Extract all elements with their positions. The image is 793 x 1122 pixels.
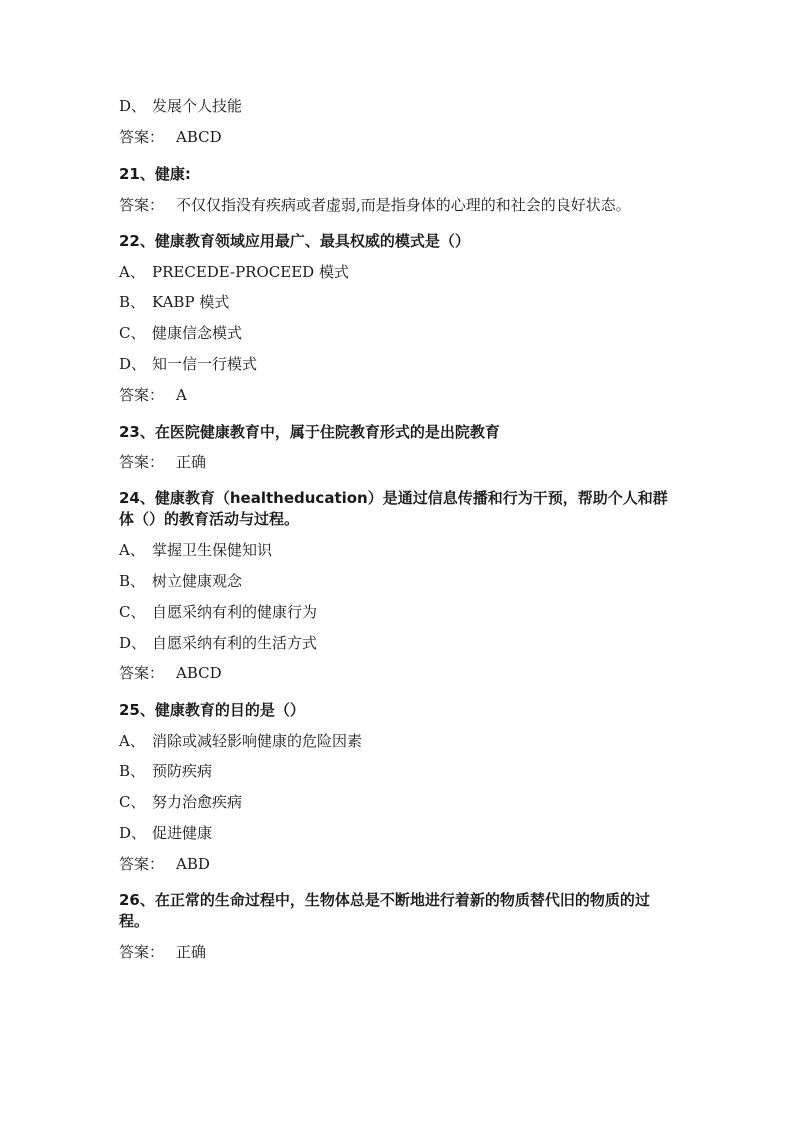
option-line	[119, 761, 212, 781]
option-line	[119, 262, 349, 282]
option-line	[119, 292, 229, 312]
option-line	[119, 323, 242, 343]
answer-label: 答案：	[119, 128, 165, 146]
option-prefix: A、	[119, 732, 145, 750]
answer-text: 正确	[176, 453, 207, 471]
option-text: 努力治愈疾病	[152, 793, 243, 811]
option-prefix: D、	[119, 824, 147, 842]
option-prefix: D、	[119, 97, 147, 115]
option-text: PRECEDE-PROCEED 模式	[152, 263, 349, 281]
option-text: 知一信一行模式	[152, 355, 258, 373]
answer-text: A	[176, 386, 187, 404]
option-line	[119, 354, 257, 374]
option-prefix: C、	[119, 324, 146, 342]
answer-text: 不仅仅指没有疾病或者虚弱,而是指身体的心理的和社会的良好状态。	[176, 196, 631, 214]
option-prefix: B、	[119, 293, 146, 311]
option-line	[119, 731, 362, 751]
answer-text: 正确	[176, 943, 207, 961]
option-text: 健康信念模式	[152, 324, 243, 342]
option-prefix: C、	[119, 603, 146, 621]
answer-text: ABD	[176, 855, 210, 873]
option-line	[119, 540, 272, 560]
answer-label: 答案：	[119, 386, 165, 404]
option-prefix: D、	[119, 634, 147, 652]
option-line	[119, 602, 317, 622]
question-heading: 23、在医院健康教育中，属于住院教育形式的是出院教育	[119, 423, 500, 441]
question-heading: 24、健康教育（healtheducation）是通过信息传播和行为干预，帮助个人和群体（）的教育活动与过程。	[119, 489, 668, 528]
question-heading: 21、健康:	[119, 165, 191, 183]
option-line	[119, 96, 242, 116]
option-text: 树立健康观念	[152, 572, 243, 590]
option-text: 促进健康	[152, 824, 213, 842]
answer-line	[119, 385, 187, 405]
answer-text: ABCD	[176, 664, 222, 682]
option-text: 掌握卫生保健知识	[152, 541, 273, 559]
option-text: 自愿采纳有利的健康行为	[152, 603, 318, 621]
answer-label: 答案：	[119, 664, 165, 682]
answer-line	[119, 942, 206, 962]
answer-label: 答案：	[119, 855, 165, 873]
answer-line	[119, 452, 206, 472]
answer-label: 答案：	[119, 943, 165, 961]
option-prefix: B、	[119, 572, 146, 590]
option-prefix: B、	[119, 762, 146, 780]
option-text: KABP 模式	[152, 293, 230, 311]
option-line	[119, 571, 242, 591]
option-line	[119, 823, 212, 843]
option-text: 发展个人技能	[152, 97, 243, 115]
option-line	[119, 792, 242, 812]
option-prefix: D、	[119, 355, 147, 373]
question-heading: 25、健康教育的目的是（）	[119, 701, 305, 719]
answer-label: 答案：	[119, 196, 165, 214]
answer-label: 答案：	[119, 453, 165, 471]
option-text: 消除或减轻影响健康的危险因素	[152, 732, 363, 750]
answer-line	[119, 127, 222, 147]
question-heading: 26、在正常的生命过程中，生物体总是不断地进行着新的物质替代旧的物质的过程。	[119, 891, 650, 930]
answer-text: ABCD	[176, 128, 222, 146]
answer-line	[119, 663, 222, 683]
question-heading: 22、健康教育领域应用最广、最具权威的模式是（）	[119, 232, 470, 250]
option-text: 预防疾病	[152, 762, 213, 780]
option-prefix: C、	[119, 793, 146, 811]
option-text: 自愿采纳有利的生活方式	[152, 634, 318, 652]
option-prefix: A、	[119, 541, 145, 559]
answer-line	[119, 195, 631, 215]
option-prefix: A、	[119, 263, 145, 281]
option-line	[119, 633, 317, 653]
answer-line	[119, 854, 210, 874]
